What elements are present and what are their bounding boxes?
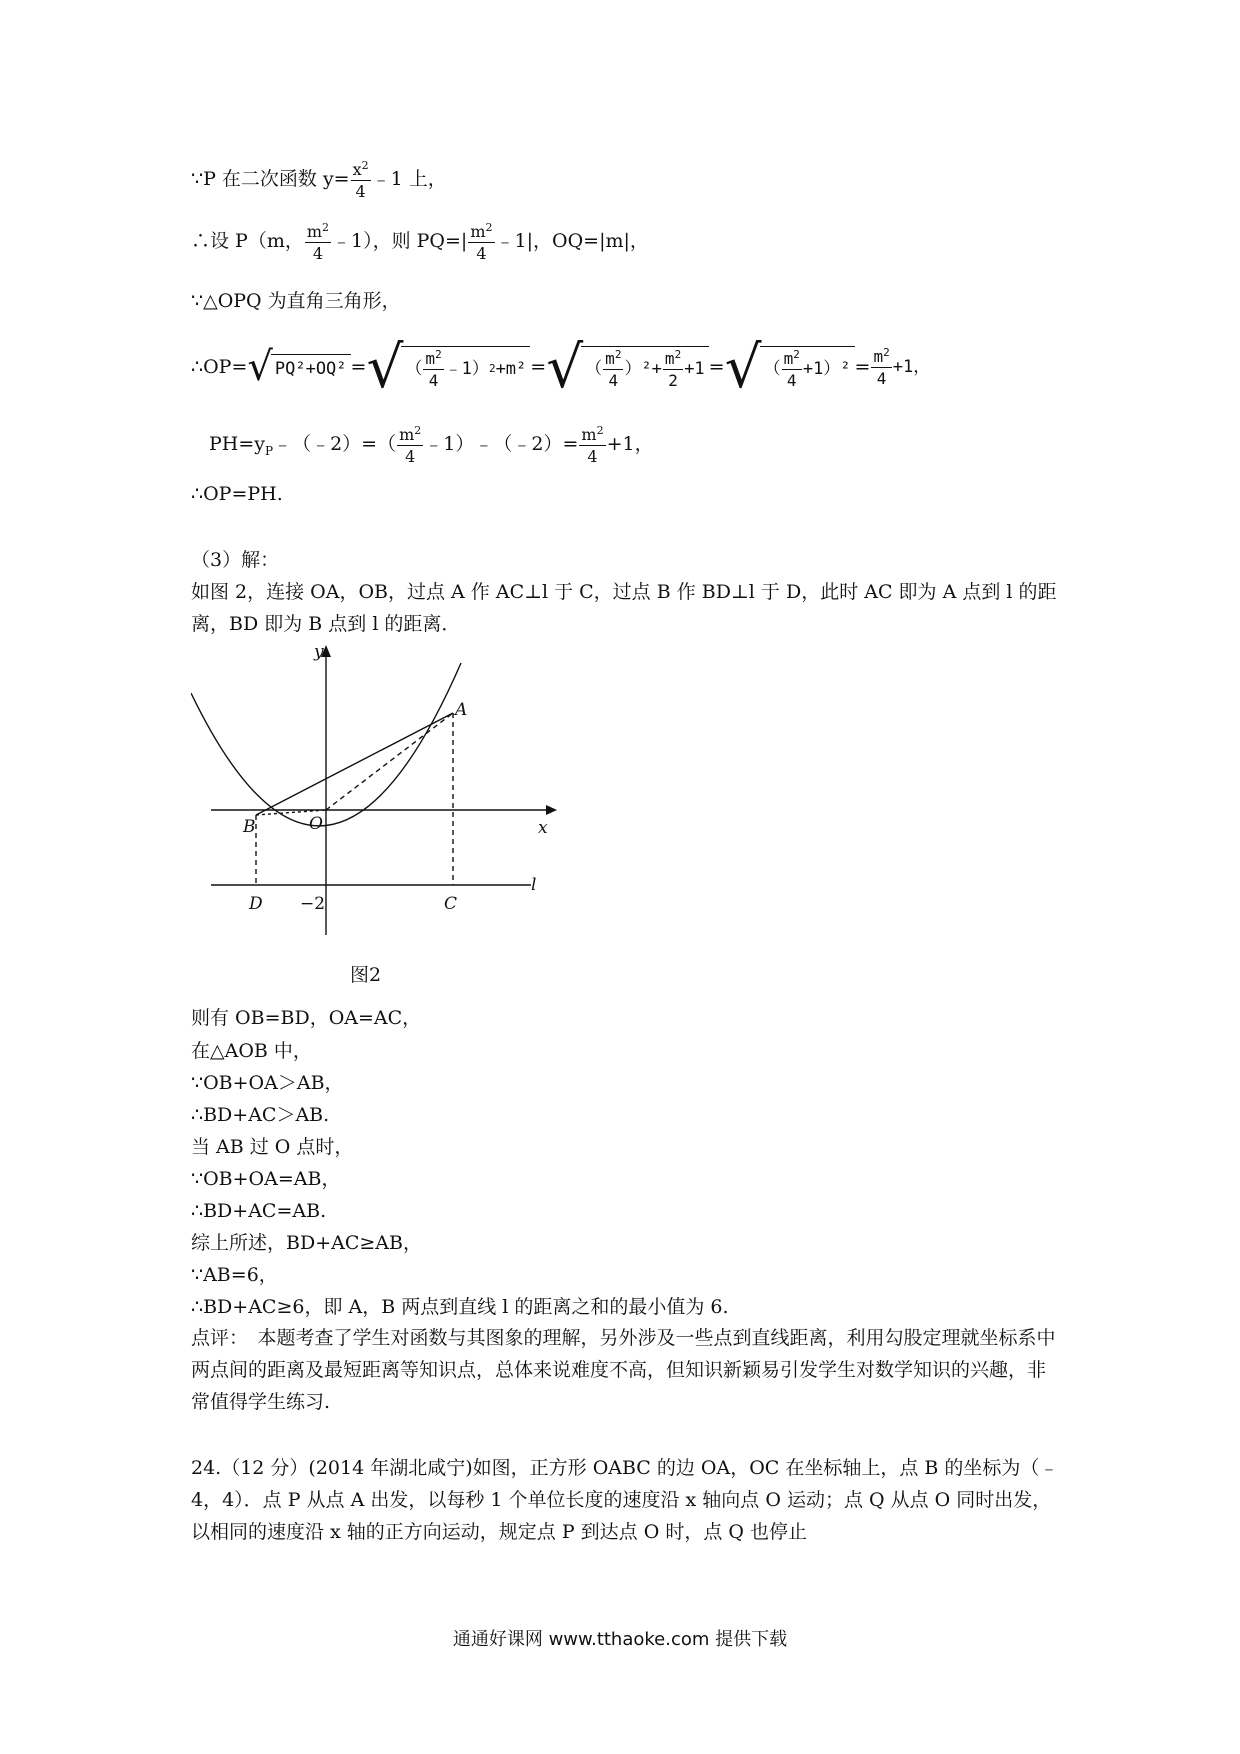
label-minus-2: −2 — [300, 894, 326, 914]
figure-2-graph — [191, 643, 571, 953]
line-ob-oa-eq: ∵OB+OA=AB， — [191, 1168, 341, 1190]
label-b: B — [243, 817, 256, 837]
line-set-p: ∴设 P（m， $\frac{m^2}{4}$ ﹣1），则 PQ=| $\frac{m^2}{4}$ ﹣1|，OQ=|m|， — [191, 221, 649, 263]
text: ﹣1 上， — [371, 168, 447, 190]
line-summary: 综上所述，BD+AC≥AB， — [191, 1232, 422, 1254]
footer-source: 通通好课网 www.tthaoke.com 提供下载 — [452, 1629, 788, 1650]
sqrt-expression-1: √ （ $\frac{m^2}{4}$ ﹣1） 2 +m² — [366, 338, 530, 396]
line-in-triangle: 在△AOB 中， — [191, 1040, 312, 1062]
line-op-equals-ph: ∴OP=PH. — [191, 483, 283, 505]
question-24: 24.（12 分）(2014 年湖北咸宁)如图，正方形 OABC 的边 OA，OC 在坐标轴上，点 B 的坐标为（﹣4，4）．点 P 从点 A 出发，以每秒 1 个单位长度的速度沿 x 轴向点 O 运动；点 Q 从点 O 同时出发，以相同的速度沿 x 轴的正方向运动，规定点 P 到达点 O 时，点 Q 也停止 — [191, 1457, 1059, 1543]
line-p-on-parabola — [191, 160, 447, 200]
label-x: x — [538, 818, 548, 838]
line-ph-derivation: $PH=y_P﹣(﹣2)=$（ $\frac{m^2}{4}$ ﹣1）﹣（﹣2）= $\frac{m^2}{4}$ +1， — [209, 424, 654, 466]
label-c: C — [444, 894, 458, 914]
sqrt-expression-3: √ （ $\frac{m^2}{4}$ +1）² — [725, 338, 855, 396]
fraction: $\frac{x^2}{4}$ — [352, 159, 369, 201]
label-a: A — [455, 700, 468, 720]
line-min-value: ∴BD+AC≥6，即 A，B 两点到直线 l 的距离之和的最小值为 6. — [191, 1296, 729, 1318]
fraction: $\frac{m^2}{4}$ — [306, 221, 330, 263]
line-bd-ac-gt: ∴BD+AC＞AB. — [191, 1104, 330, 1126]
line-right-triangle: ∵△OPQ 为直角三角形， — [191, 290, 401, 312]
comment-paragraph: 点评： 本题考查了学生对函数与其图象的理解，另外涉及一些点到直线距离，利用勾股定理就坐标系中两点间的距离及最短距离等知识点，总体来说难度不高，但知识新颖易引发学生对数学知识的兴趣，非常值得学生练习. — [191, 1327, 1056, 1413]
line-ob-oa-gt: ∵OB+OA＞AB， — [191, 1072, 344, 1094]
label-l: l — [531, 875, 537, 895]
segment-ab — [256, 713, 453, 815]
line-part3-heading: （3）解： — [191, 549, 280, 571]
label-d: D — [249, 894, 263, 914]
line-ab-6: ∵AB=6， — [191, 1264, 278, 1286]
line-op-derivation: ∴OP= √ PQ²+OQ² = √ （ $\frac{m^2}{4}$ ﹣1） 2 +m² = √ （ $\frac{m^2}{4}$ ）²+ $\frac{m^2}{2}$ +1 = √ （ $\frac{m^2}{4}$ +1）² = $\frac{m^2}{4}$ +1， — [191, 333, 931, 401]
sqrt-expression-2: √ （ $\frac{m^2}{4}$ ）²+ $\frac{m^2}{2}$ +1 — [546, 338, 708, 396]
line-ob-bd: 则有 OB=BD，OA=AC， — [191, 1007, 422, 1029]
segment-oa — [326, 713, 453, 810]
text: ∵P 在二次函数 y= — [191, 168, 350, 190]
line-figure2-description: 如图 2，连接 OA，OB，过点 A 作 AC⊥l 于 C，过点 B 作 BD⊥l 于 D，此时 AC 即为 A 点到 l 的距离，BD 即为 B 点到 l 的距离． — [191, 581, 1057, 635]
sqrt-pq-oq: √ PQ²+OQ² — [247, 347, 350, 387]
x-axis-arrow-icon — [546, 805, 557, 815]
line-bd-ac-eq: ∴BD+AC=AB. — [191, 1200, 327, 1222]
label-o: O — [309, 814, 323, 834]
fraction: $\frac{m^2}{4}$ — [470, 221, 493, 263]
figure-caption: 图2 — [350, 964, 382, 986]
line-when-ab: 当 AB 过 O 点时， — [191, 1136, 354, 1158]
label-y: y — [314, 643, 324, 662]
